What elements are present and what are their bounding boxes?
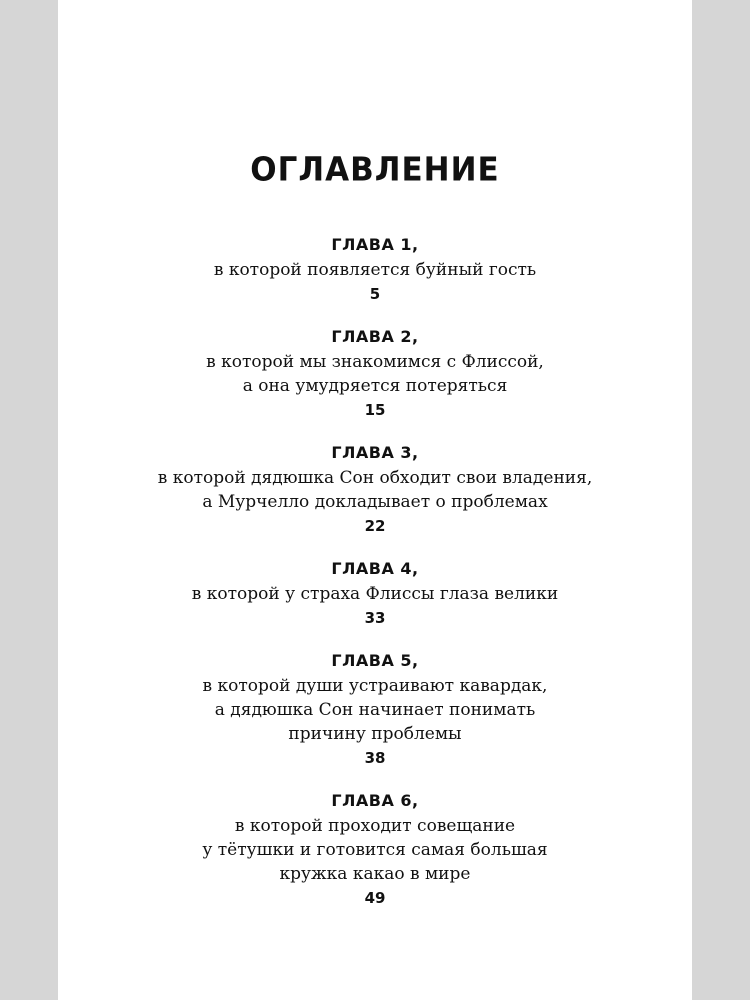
chapter-description-line: а она умудряется потеряться	[242, 376, 508, 396]
chapter-page-number: 33	[364, 609, 386, 627]
chapter-description-line: у тётушки и готовится самая большая	[202, 840, 548, 860]
chapter-description-line: в которой дядюшка Сон обходит свои владения,	[157, 468, 593, 488]
chapter-label: ГЛАВА 6,	[331, 791, 419, 810]
toc-entry-chapter-4[interactable]	[58, 556, 692, 630]
chapter-description-line: в которой у страха Флиссы глаза велики	[191, 584, 559, 604]
chapter-description-line: кружка какао в мире	[279, 864, 471, 884]
chapter-label: ГЛАВА 5,	[331, 651, 419, 670]
chapter-description-line: причину проблемы	[288, 724, 462, 744]
toc-entry-chapter-2[interactable]	[58, 324, 692, 422]
chapter-page-number: 38	[364, 749, 386, 767]
toc-entry-chapter-6[interactable]	[58, 788, 692, 910]
chapter-description-line: в которой мы знакомимся с Флиссой,	[206, 352, 544, 372]
toc-entry-chapter-1[interactable]	[58, 232, 692, 306]
toc-entry-chapter-5[interactable]	[58, 648, 692, 770]
chapter-description-line: а Мурчелло докладывает о проблемах	[202, 492, 548, 512]
chapter-page-number: 5	[369, 285, 381, 303]
chapter-description-line: в которой проходит совещание	[234, 816, 516, 836]
table-of-contents	[58, 232, 692, 910]
chapter-label: ГЛАВА 3,	[331, 443, 419, 462]
chapter-page-number: 49	[364, 889, 386, 907]
book-page	[58, 0, 692, 1000]
chapter-description-line: в которой души устраивают кавардак,	[202, 676, 548, 696]
toc-entry-chapter-3[interactable]	[58, 440, 692, 538]
chapter-label: ГЛАВА 4,	[331, 559, 419, 578]
chapter-page-number: 22	[364, 517, 386, 535]
chapter-description-line: а дядюшка Сон начинает понимать	[214, 700, 536, 720]
chapter-page-number: 15	[364, 401, 386, 419]
chapter-description-line: в которой появляется буйный гость	[213, 260, 537, 280]
chapter-label: ГЛАВА 1,	[331, 235, 419, 254]
page-title: ОГЛАВЛЕНИЕ	[250, 151, 500, 189]
chapter-label: ГЛАВА 2,	[331, 327, 419, 346]
